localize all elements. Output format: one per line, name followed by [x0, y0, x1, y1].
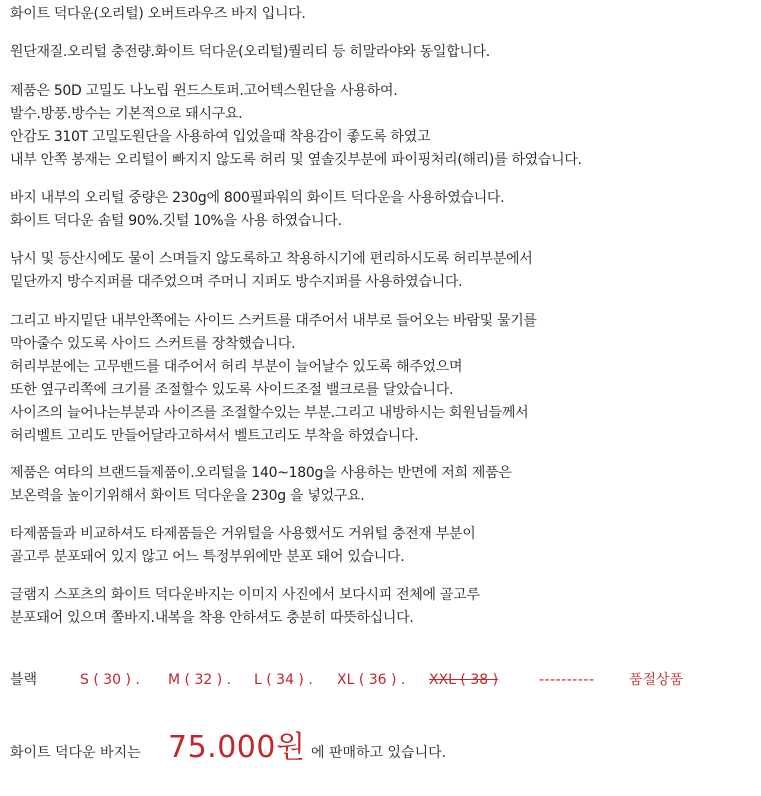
color-label: 블랙: [10, 672, 38, 688]
zipper-paragraph: [10, 248, 755, 294]
text-line: 골고루 분포돼어 있지 않고 어느 특정부위에만 분포 돼어 있습니다.: [10, 549, 405, 565]
down-fill-paragraph: [10, 187, 755, 233]
text-line: 안감도 310T 고밀도원단을 사용하여 입었을때 착용감이 좋도록 하였고: [10, 129, 431, 145]
comparison-paragraph: [10, 462, 755, 508]
text-line: 분포돼어 있으며 쫄바지.내복을 착용 안하셔도 충분히 따뜻하십니다.: [10, 610, 414, 626]
size-option-xl: XL ( 36 ) .: [337, 672, 406, 688]
distribution-paragraph: [10, 523, 755, 569]
text-line: 바지 내부의 오리털 중량은 230g에 800필파워의 화이트 덕다운을 사용하였습니다.: [10, 190, 505, 206]
price-value: 75.000원: [168, 730, 306, 765]
warmth-paragraph: [10, 584, 755, 630]
size-options-row: [10, 668, 755, 692]
text-line: 허리벨트 고리도 만들어달라고하셔서 벨트고리도 부착을 하였습니다.: [10, 428, 419, 444]
text-line: 허리부분에는 고무밴드를 대주어서 허리 부분이 늘어날수 있도록 해주었으며: [10, 359, 463, 375]
text-line: 밑단까지 방수지퍼를 대주었으며 주머니 지퍼도 방수지퍼를 사용하였습니다.: [10, 274, 463, 290]
text-line: 제품은 50D 고밀도 나노립 윈드스토퍼.고어텍스원단을 사용하여.: [10, 83, 398, 99]
size-option-l: L ( 34 ) .: [254, 672, 313, 688]
price-row: [10, 728, 755, 768]
text-line: 제품은 여타의 브랜드들제품이.오리털을 140~180g을 사용하는 반면에 저희 제품은: [10, 465, 512, 481]
text-line: 보온력을 높이기위해서 화이트 덕다운을 230g 을 넣었구요.: [10, 488, 365, 504]
skirt-paragraph: [10, 310, 755, 448]
text-line: 화이트 덕다운 솜털 90%.깃털 10%을 사용 하였습니다.: [10, 213, 342, 229]
text-line: 글램지 스포츠의 화이트 덕다운바지는 이미지 사진에서 보다시피 전체에 골고루: [10, 587, 480, 603]
text-line: 내부 안쪽 봉재는 오리털이 빠지지 않도록 허리 및 옆솔깃부분에 파이핑처리(해리)를 하였습니다.: [10, 152, 582, 168]
size-option-m: M ( 32 ) .: [168, 672, 232, 688]
text-line: 또한 옆구리쪽에 크기를 조절할수 있도록 사이드조절 밸크로를 달았습니다.: [10, 382, 454, 398]
text-line: 타제품들과 비교하셔도 타제품들은 거위털을 사용했서도 거위털 충전재 부분이: [10, 526, 476, 542]
text-line: 사이즈의 늘어나는부분과 사이즈를 조절할수있는 부분.그리고 내방하시는 회원님들께서: [10, 405, 529, 421]
text-line: 화이트 덕다운(오리털) 오버트라우즈 바지 입니다.: [10, 6, 306, 22]
fabric-paragraph: [10, 80, 755, 172]
sold-out-label: 품절상품: [629, 672, 684, 688]
price-suffix: 에 판매하고 있습니다.: [311, 745, 447, 761]
text-line: 발수.방풍.방수는 기본적으로 돼시구요.: [10, 106, 243, 122]
text-line: 막아줄수 있도록 사이드 스커트를 장착했습니다.: [10, 336, 296, 352]
separator-dashes: ----------: [539, 672, 595, 688]
size-option-xxl-sold-out: XXL ( 38 ): [429, 672, 499, 688]
size-option-s: S ( 30 ) .: [80, 672, 140, 688]
text-line: 그리고 바지밑단 내부안쪽에는 사이드 스커트를 대주어서 내부로 들어오는 바람및 물기를: [10, 313, 537, 329]
text-line: 낚시 및 등산시에도 물이 스며들지 않도록하고 착용하시기에 편리하시도록 허리부분에서: [10, 251, 533, 267]
material-paragraph: [10, 41, 755, 64]
text-line: 원단재질.오리털 충전량.화이트 덕다운(오리털)퀄리티 등 히말라야와 동일합니다.: [10, 44, 490, 60]
price-prefix: 화이트 덕다운 바지는: [10, 745, 141, 761]
intro-paragraph: [10, 3, 755, 26]
